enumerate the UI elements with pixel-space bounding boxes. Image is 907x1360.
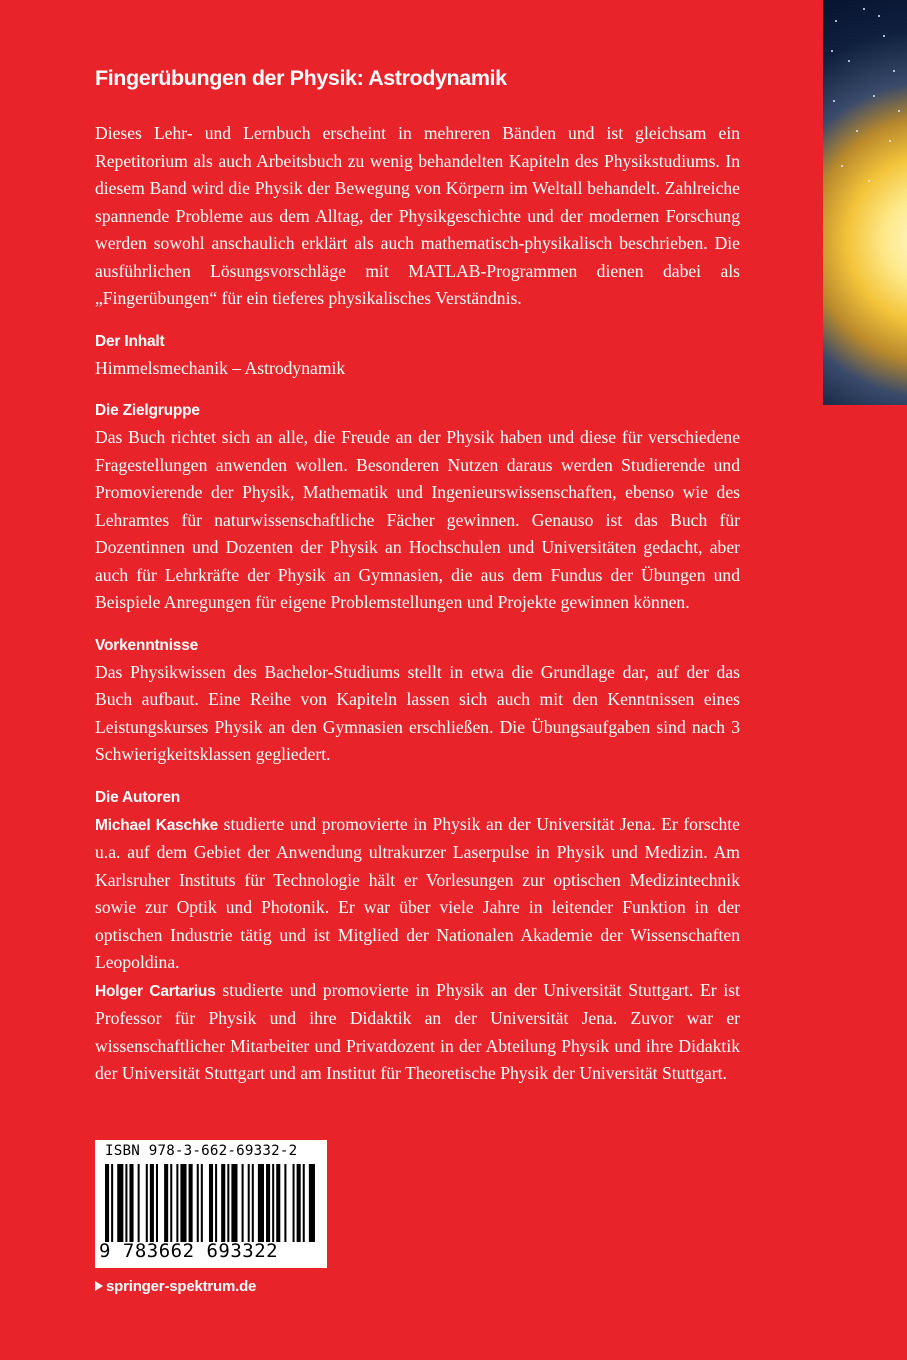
star-icon [873,95,875,97]
isbn-barcode-box [95,1140,327,1268]
barcode-bar [209,1164,213,1242]
intro-paragraph: Dieses Lehr- und Lernbuch erscheint in mehreren Bänden und ist gleichsam ein Repetitorium als auch Arbeitsbuch zu wenig behandelten Kapiteln des Physikstudiums. In diesem Band wird die Physik der Bewegung von Körpern im Weltall behandelt. Zahlreiche spannende Probleme aus dem Alltag, der Physikgeschichte und der modernen Forschung werden sowohl anschaulich erklärt als auch mathematisch-physikalisch beschrieben. Die ausführlichen Lösungsvorschläge mit MATLAB-Programmen dienen dabei als „Fingerübungen“ für ein tieferes physikalisches Verständnis. [95,123,740,308]
barcode-bar [309,1164,315,1242]
arrow-right-icon [95,1281,103,1291]
author-bio-2 [95,977,740,1088]
section-text: Himmelsmechanik – Astrodynamik [95,357,346,378]
back-cover-text [95,62,740,1088]
isbn-label: ISBN 978-3-662-69332-2 [105,1143,298,1159]
star-icon [893,70,895,72]
barcode-bar [293,1164,295,1242]
barcode-bar [189,1164,193,1242]
star-icon [878,15,880,17]
section-heading: Die Autoren [95,788,181,806]
barcode-bar [242,1164,244,1242]
barcode-bar [197,1164,199,1242]
section-text: Das Buch richtet sich an alle, die Freude an der Physik haben und diese für verschiedene Fragestellungen anwenden wollen. Besonderen Nutzen daraus werden Studierende und Promovierende der Physik, Mathematik und Ingenieurswissenschaften, ebenso wie des Lehramtes für naturwissenschaftliche Fächer gewinnen. Genauso ist das Buch für Dozentinnen und Dozenten der Physik an Hochschulen und Universitäten gedacht, aber auch für Lehrkräfte der Physik an Gymnasien, die aus dem Fundus der Übungen und Beispiele Anregungen für eigene Problemstellungen und Projekte gewinnen können. [95,427,740,612]
section-heading: Der Inhalt [95,332,165,350]
barcode-bar [215,1164,217,1242]
barcode-bar [105,1164,109,1242]
barcode-bar [164,1164,168,1242]
publisher-url-text: springer-spektrum.de [106,1278,257,1295]
section-inhalt [95,329,740,383]
publisher-url [95,1278,256,1295]
star-icon [883,35,885,37]
author-bio-text: studierte und promovierte in Physik an der Universität Stuttgart. Er ist Professor für Physik und ihre Didaktik an der Universität Jena. Zuvor war er wissenschaftlicher Mitarbeiter und Privatdozent in der Abteilung Physik und ihre Didaktik der Universität Stuttgart und am Institut für Theoretische Physik der Universität Stuttgart. [95,979,740,1083]
star-icon [831,50,833,52]
barcode-bar [221,1164,225,1242]
barcode-bar [227,1164,229,1242]
barcode-bar [252,1164,254,1242]
barcode-bar [201,1164,203,1242]
barcode-bar [138,1164,140,1242]
cover-space-image [823,0,907,405]
star-icon [856,130,858,132]
barcode-bar [258,1164,264,1242]
star-icon [835,20,837,22]
barcode-bar [111,1164,113,1242]
barcode-bar [284,1164,286,1242]
barcode-bar [272,1164,274,1242]
barcode-bar [297,1164,301,1242]
barcode-icon [105,1164,317,1242]
barcode-bar [180,1164,186,1242]
author-name: Holger Cartarius [95,982,216,1000]
barcode-bar [117,1164,123,1242]
barcode-bar [248,1164,250,1242]
barcode-bar [129,1164,133,1242]
barcode-bar [125,1164,127,1242]
barcode-bar [176,1164,178,1242]
barcode-bar [156,1164,158,1242]
section-text: Das Physikwissen des Bachelor-Studiums stellt in etwa die Grundlage dar, auf der das Buch aufbaut. Eine Reihe von Kapiteln lassen sich auch mit den Kenntnissen eines Leistungskurses Physik an den Gymnasien erschließen. Die Übungsaufgaben sind nach 3 Schwierigkeitsklassen gegliedert. [95,661,740,764]
star-icon [889,140,891,142]
author-name: Michael Kaschke [95,816,219,834]
author-bio-text: studierte und promovierte in Physik an der Universität Jena. Er forschte u.a. auf dem Gebiet der Anwendung ultrakurzer Laserpulse in Physik und Medizin. Am Karlsruher Instituts für Technologie hält er Vorlesungen zur optischen Medizintechnik sowie zur Optik und Photonik. Er war über viele Jahre in leitender Funktion in der optischen Industrie tätig und ist Mitglied der Nationalen Akademie der Wissenschaften Leopoldina. [95,813,740,972]
section-zielgruppe [95,398,740,617]
barcode-bar [150,1164,154,1242]
author-bio-1 [95,811,740,977]
star-icon [833,100,835,102]
section-autoren [95,785,740,1088]
section-heading: Die Zielgruppe [95,402,200,419]
barcode-bar [170,1164,172,1242]
star-icon [898,110,900,112]
section-heading: Vorkenntnisse [95,636,199,654]
section-vorkenntnisse [95,633,740,769]
barcode-digits: 9 783662 693322 [99,1240,279,1262]
barcode-bar [231,1164,237,1242]
barcode-bar [146,1164,148,1242]
star-icon [868,180,870,182]
barcode-bar [266,1164,270,1242]
book-title: Fingerübungen der Physik: Astrodynamik [95,66,507,90]
barcode-bar [303,1164,305,1242]
star-icon [841,165,843,167]
barcode-bar [276,1164,280,1242]
star-icon [863,8,865,10]
star-icon [848,60,850,62]
